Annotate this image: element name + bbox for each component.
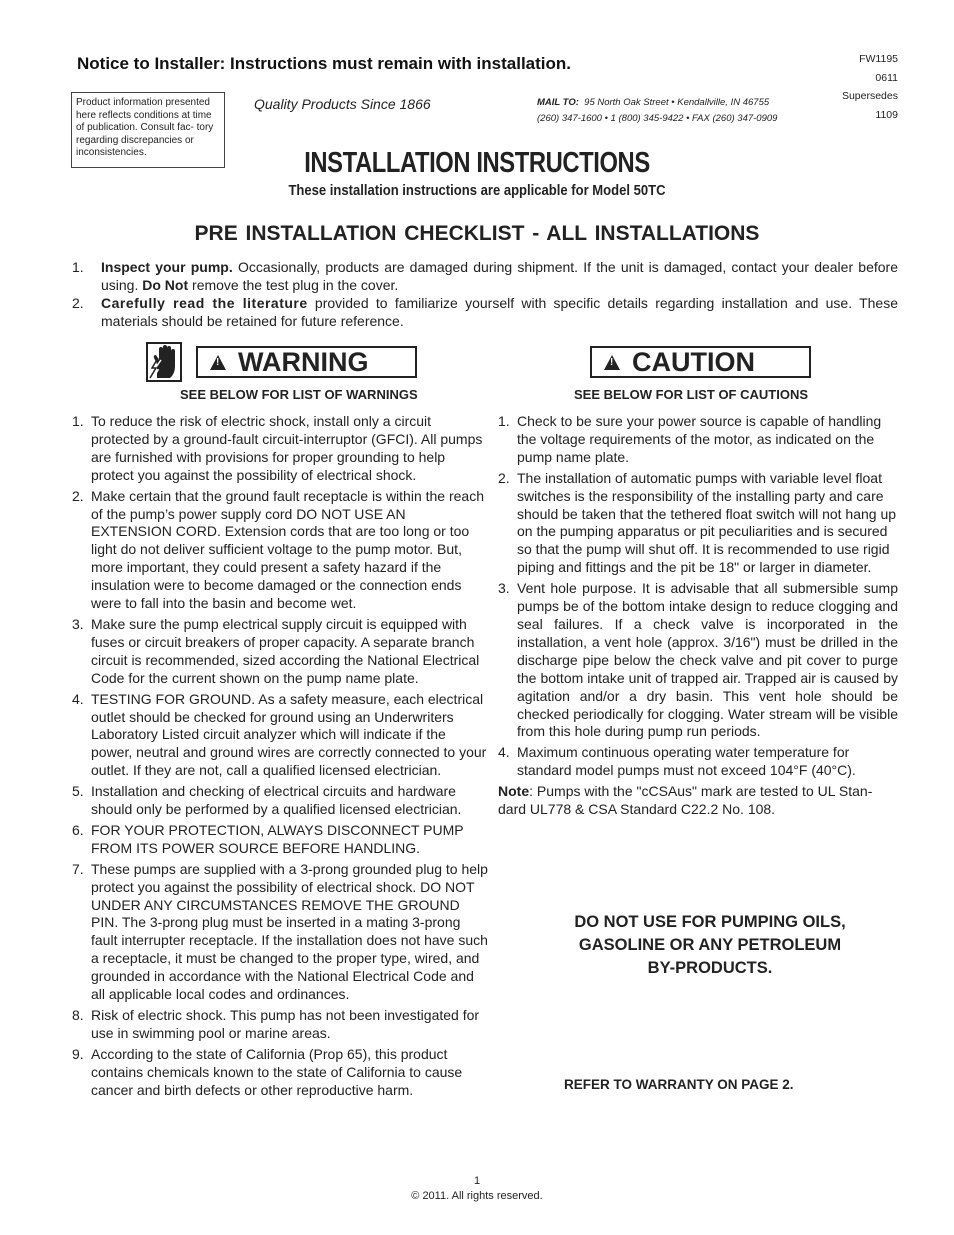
cautions-subheading: SEE BELOW FOR LIST OF CAUTIONS [574, 387, 808, 402]
note-text: : Pumps with the "cCSAus" mark are tested to UL Stan- dard UL778 & CSA Standard C22.2 No. 108. [498, 783, 873, 818]
warning-item: 5. Installation and checking of electrical circuits and hardware should only be performed by a qualified licensed electrician. [72, 783, 462, 818]
street-address: 95 North Oak Street • Kendallville, IN 46755 [584, 97, 770, 108]
supersedes-date: 1109 [875, 108, 898, 121]
warning-item: 3. Make sure the pump electrical supply circuit is equipped with fuses or circuit breakers of proper capacity. A separate branch circuit is recommended, sized according the National Electrical Code for the current shown on the pump name plate. [72, 615, 480, 686]
mailing-address [537, 95, 777, 126]
warning-item: 9. According to the state of California (Prop 65), this product contains chemicals known to the state of California to cause cancer and birth defects or other reproductive harm. [72, 1045, 463, 1098]
mail-label: MAIL TO: [537, 97, 579, 108]
document-number-block [842, 50, 898, 124]
page-subtitle: These installation instructions are applicable for Model 50TC [288, 183, 666, 199]
caution-banner [590, 346, 811, 378]
warnings-subheading: SEE BELOW FOR LIST OF WARNINGS [180, 387, 418, 402]
checklist-item: 2. Carefully read the literature provided to familiarize yourself with specific details regarding installation and use. These materials should be retained for future reference. [72, 295, 899, 329]
copyright-notice: © 2011. All rights reserved. [411, 1190, 543, 1202]
warning-item: 1. To reduce the risk of electric shock, install only a circuit protected by a ground-fault circuit-interruptor (GFCI). All pumps are furnished with provisions for proper grounding to help protect you against the possibility of electrical shock. [72, 413, 483, 483]
doc-code: FW1195 [859, 53, 898, 65]
warranty-reference: REFER TO WARRANTY ON PAGE 2. [564, 1077, 794, 1092]
warnings-list [72, 413, 488, 1103]
checklist-heading: PRE INSTALLATION CHECKLIST - ALL INSTALLATIONS [194, 222, 760, 245]
warning-item: 2. Make certain that the ground fault receptacle is within the reach of the pump’s power supply cord DO NOT USE AN EXTENSION CORD. Extension cords that are too long or too light do not deliver sufficient voltage to the pump motor. But, more important, they could present a safety hazard if the insulation were to become damaged or the connection ends were to fall into the basin and become wet. [72, 487, 484, 612]
warning-triangle-icon [604, 355, 620, 370]
warning-item: 4. TESTING FOR GROUND. As a safety measure, each electrical outlet should be checked for ground using an Underwriters Laboratory Listed circuit analyzer which will indicate if the power, neutral and ground wires are correctly connected to your outlet. If they are not, call a qualified licensed electrician. [72, 690, 487, 779]
checklist [72, 258, 898, 330]
cautions-list [498, 413, 898, 819]
warning-banner [196, 346, 417, 378]
petroleum-warning: DO NOT USE FOR PUMPING OILS, GASOLINE OR ANY PETROLEUM BY-PRODUCTS. [574, 913, 846, 977]
page-title: INSTALLATION INSTRUCTIONS [304, 147, 650, 179]
note-label: Note [498, 783, 530, 800]
supersedes-label: Supersedes [841, 90, 898, 102]
caution-item: 4. Maximum continuous operating water temperature for standard model pumps must not exceed 104°F (40°C). [498, 744, 856, 779]
phone-numbers: (260) 347-1600 • 1 (800) 345-9422 • FAX (260) 347-0909 [537, 112, 778, 124]
doc-date: 0611 [875, 71, 898, 84]
warning-triangle-icon [210, 355, 226, 370]
warning-item: 6. FOR YOUR PROTECTION, ALWAYS DISCONNECT PUMP FROM ITS POWER SOURCE BEFORE HANDLING. [72, 821, 464, 856]
installer-notice: Notice to Installer: Instructions must remain with installation. [77, 54, 572, 73]
warning-item: 8. Risk of electric shock. This pump has not been investigated for use in swimming pool or marine areas. [72, 1007, 480, 1041]
certification-note [498, 783, 898, 819]
page-number: 1 [473, 1175, 481, 1187]
disclaimer-box: Product information presented here reflects conditions at time of publication. Consult fac- tory regarding discrepancies or inconsistencies. [71, 92, 225, 168]
caution-item: 3. Vent hole purpose. It is advisable that all submersible sump pumps be of the bottom intake design to reduce clogging and seal failures. If a check valve is incorporated in the installation, a vent hole (approx. 3/16") must be drilled in the discharge pipe below the check valve and pit cover to purge the bottom intake unit of trapped air. Trapped air is caused by agitation and/or a dry basin. This vent hole should be checked periodically for clogging. Water stream will be visible from this hole during pump run periods. [498, 580, 898, 740]
electric-shock-hand-icon [146, 342, 182, 382]
warning-label: WARNING [238, 346, 369, 377]
caution-item: 2. The installation of automatic pumps with variable level float switches is the responsibility of the installing party and care should be taken that the tethered float switch will not hang up on the pumping apparatus or pit peculiarities and is secured so that the pump will shut off. It is recommended to use rigid piping and fittings and the pit be 18" or larger in diameter. [498, 469, 897, 576]
caution-item: 1. Check to be sure your power source is capable of handling the voltage requirements of the motor, as indicated on the pump name plate. [498, 413, 882, 465]
checklist-item: 1. Inspect your pump. Occasionally, products are damaged during shipment. If the unit is damaged, contact your dealer before using. Do Not remove the test plug in the cover. [72, 259, 899, 293]
caution-label: CAUTION [632, 346, 755, 377]
warning-item: 7. These pumps are supplied with a 3-prong grounded plug to help protect you against the possibility of electrical shock. DO NOT UNDER ANY CIRCUMSTANCES REMOVE THE GROUND PIN. The 3-prong plug must be inserted in a mating 3-prong fault interrupter receptacle. If the installation does not have such a receptacle, it must be changed to the proper type, wired, and grounded in accordance with the National Electrical Code and all applicable local codes and ordinances. [72, 860, 488, 1003]
company-tagline: Quality Products Since 1866 [254, 96, 431, 112]
